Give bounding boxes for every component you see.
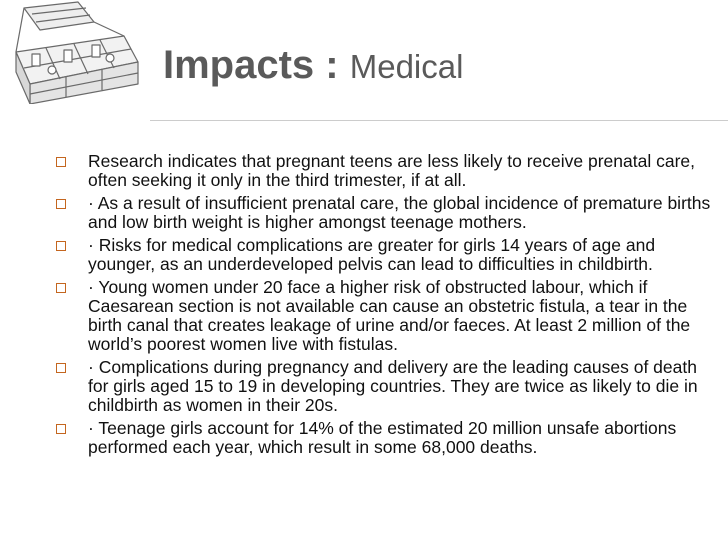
- square-bullet-icon: [56, 283, 66, 293]
- bullet-text: · As a result of insufficient prenatal care, the global incidence of premature births and low birth weight is higher amongst teenage mothers.: [88, 193, 711, 232]
- bullet-list: [54, 152, 714, 461]
- bullet-text: · Teenage girls account for 14% of the estimated 20 million unsafe abortions performed each year, which result in some 68,000 deaths.: [88, 418, 677, 457]
- square-bullet-icon: [56, 424, 66, 434]
- square-bullet-icon: [56, 157, 66, 167]
- bullet-text: · Complications during pregnancy and delivery are the leading causes of death for girls aged 15 to 19 in developing countries. They are twice as likely to die in childbirth as women in their 20s.: [88, 357, 698, 415]
- slide-title: [163, 43, 463, 88]
- square-bullet-icon: [56, 241, 66, 251]
- square-bullet-icon: [56, 199, 66, 209]
- bullet-text: Research indicates that pregnant teens are less likely to receive prenatal care, often seeking it only in the third trimester, if at all.: [88, 151, 695, 190]
- open-crate-icon: [6, 0, 150, 104]
- bullet-item: [54, 152, 714, 190]
- bullet-item: [54, 419, 714, 457]
- bullet-item: [54, 236, 714, 274]
- bullet-text: · Risks for medical complications are greater for girls 14 years of age and younger, as an underdeveloped pelvis can lead to difficulties in childbirth.: [88, 235, 656, 274]
- bullet-text: · Young women under 20 face a higher risk of obstructed labour, which if Caesarean section is not available can cause an obstetric fistula, a tear in the birth canal that creates leakage of urine and/or faeces. At least 2 million of the world’s poorest women live with fistulas.: [88, 277, 691, 354]
- bullet-item: [54, 278, 714, 354]
- square-bullet-icon: [56, 363, 66, 373]
- bullet-item: [54, 358, 714, 415]
- bullet-item: [54, 194, 714, 232]
- title-divider: [150, 120, 728, 121]
- slide-title-sub: Medical: [349, 48, 464, 85]
- slide-title-main: Impacts :: [163, 43, 339, 87]
